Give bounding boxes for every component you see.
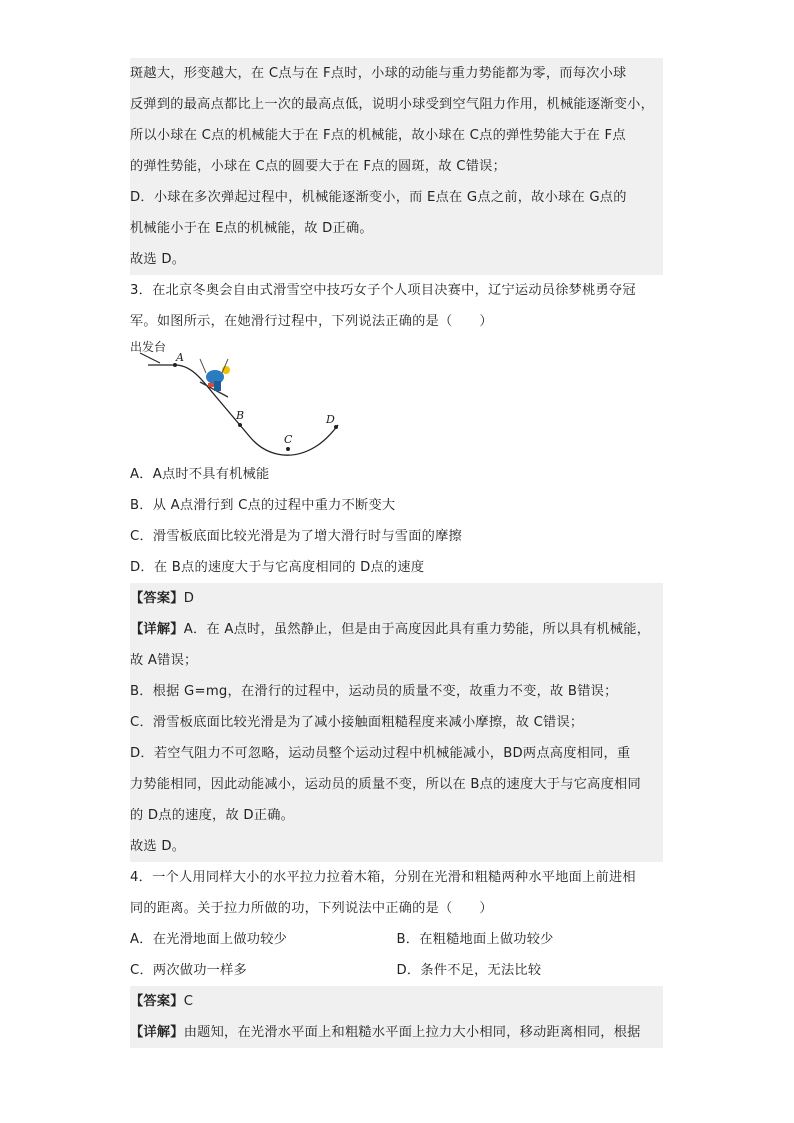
question-stem: 军。如图所示，在她滑行过程中，下列说法正确的是（ ） [130, 314, 493, 329]
point-label: D [326, 413, 335, 426]
detail-line [130, 614, 663, 645]
text-line: 所以小球在 C点的机械能大于在 F点的机械能，故小球在 C点的弹性势能大于在 F点 [130, 120, 663, 151]
option-row [130, 955, 663, 986]
text-line: 斑越大，形变越大，在 C点与在 F点时，小球的动能与重力势能都为零，而每次小球 [130, 58, 663, 89]
question-stem: 3．在北京冬奥会自由式滑雪空中技巧女子个人项目决赛中，辽宁运动员徐梦桃勇夺冠 [130, 283, 636, 298]
ski-slope-figure [130, 337, 663, 459]
text-line: D．小球在多次弹起过程中，机械能逐渐变小，而 E点在 G点之前，故小球在 G点的 [130, 182, 663, 213]
option-a: A．A点时不具有机械能 [130, 467, 270, 482]
option-a: A．在光滑地面上做功较少 [130, 932, 288, 947]
point-label: B [236, 409, 245, 422]
detail-line: 的 D点的速度，故 D正确。 [130, 800, 663, 831]
text-line: 故选 D。 [130, 244, 663, 275]
answer-tag: 【答案】 [130, 994, 184, 1009]
detail-line: C．滑雪板底面比较光滑是为了减小接触面粗糙程度来减小摩擦，故 C错误； [130, 707, 663, 738]
text-line: 反弹到的最高点都比上一次的最高点低，说明小球受到空气阻力作用，机械能逐渐变小， [130, 89, 663, 120]
start-platform-label: 出发台 [130, 340, 167, 354]
text-line: 机械能小于在 E点的机械能，故 D正确。 [130, 213, 663, 244]
option-c: C．两次做功一样多 [130, 963, 247, 978]
detail-text: 由题知，在光滑水平面上和粗糙水平面上拉力大小相同，移动距离相同，根据 [183, 1025, 641, 1040]
answer-line [130, 986, 663, 1017]
question-stem: 4．一个人用同样大小的水平拉力拉着木箱，分别在光滑和粗糙两种水平地面上前进相 [130, 870, 636, 885]
detail-line: 力势能相同，因此动能减小，运动员的质量不变，所以在 B点的速度大于与它高度相同 [130, 769, 663, 800]
question-stem: 同的距离。关于拉力所做的功，下列说法中正确的是（ ） [130, 901, 493, 916]
option-b: B．从 A点滑行到 C点的过程中重力不断变大 [130, 498, 396, 513]
answer-line [130, 583, 663, 614]
point-label: A [176, 351, 184, 364]
detail-line [130, 1017, 663, 1048]
detail-line: D．若空气阻力不可忽略，运动员整个运动过程中机械能减小，BD两点高度相同，重 [130, 738, 663, 769]
detail-tag: 【详解】 [130, 622, 184, 637]
detail-tag: 【详解】 [130, 1025, 184, 1040]
slope-diagram [130, 337, 370, 459]
option-d: D．在 B点的速度大于与它高度相同的 D点的速度 [130, 560, 425, 575]
detail-text: A．在 A点时，虽然静止，但是由于高度因此具有重力势能，所以具有机械能， [183, 622, 651, 637]
option-row [130, 924, 663, 955]
answer-value: D [183, 591, 195, 606]
point-label: C [284, 433, 293, 446]
skier-icon [200, 359, 230, 397]
exam-page [130, 58, 663, 1048]
detail-line: 故 A错误； [130, 645, 663, 676]
option-b: B．在粗糙地面上做功较少 [396, 932, 554, 947]
option-c: C．滑雪板底面比较光滑是为了增大滑行时与雪面的摩擦 [130, 529, 462, 544]
detail-line: 故选 D。 [130, 831, 663, 862]
answer-value: C [183, 994, 194, 1009]
detail-line: B．根据 G=mg，在滑行的过程中，运动员的质量不变，故重力不变，故 B错误； [130, 676, 663, 707]
text-line: 的弹性势能，小球在 C点的圆要大于在 F点的圆斑，故 C错误； [130, 151, 663, 182]
option-d: D．条件不足，无法比较 [396, 963, 542, 978]
answer-tag: 【答案】 [130, 591, 184, 606]
